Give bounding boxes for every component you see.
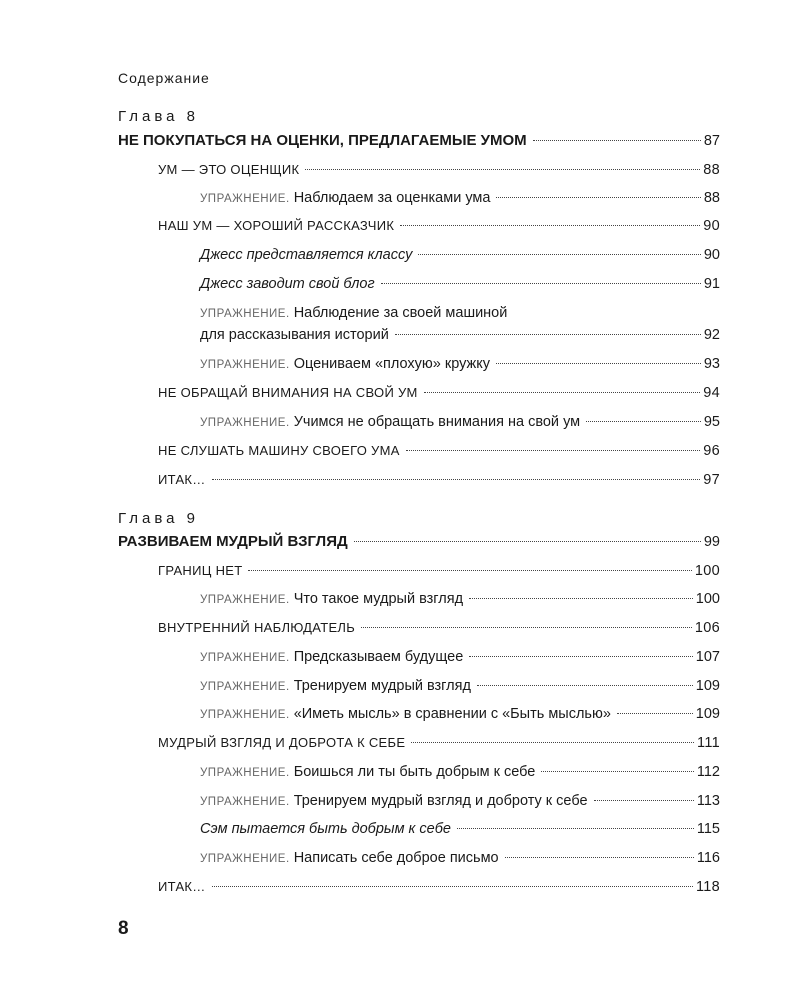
dot-leader (617, 713, 693, 714)
exercise-prefix: УПРАЖНЕНИЕ. (200, 359, 290, 371)
dot-leader (418, 254, 701, 255)
page-number: 100 (694, 563, 720, 579)
page-number: 112 (696, 764, 720, 780)
chapter-label: Глава 8 (118, 108, 200, 125)
entry-text: Оцениваем «плохую» кружку (293, 356, 490, 372)
dot-leader (395, 334, 701, 335)
page-folio: 8 (118, 918, 129, 939)
page-number: 87 (703, 133, 720, 149)
dot-leader (505, 857, 694, 858)
page-number: 95 (703, 414, 720, 430)
dot-leader (212, 479, 701, 480)
entry-text: «Иметь мысль» в сравнении с «Быть мыслью» (293, 706, 611, 722)
chapter-title-row[interactable] (118, 533, 720, 555)
page-number: 88 (703, 162, 720, 178)
dot-leader (541, 771, 694, 772)
entry-text: ГРАНИЦ НЕТ (158, 563, 243, 578)
entry-text: ВНУТРЕННИЙ НАБЛЮДАТЕЛЬ (158, 620, 356, 635)
entry-text: Тренируем мудрый взгляд и доброту к себе (293, 793, 588, 809)
dot-leader (381, 283, 701, 284)
entry-text: Джесс заводит свой блог (200, 276, 375, 292)
entry-text: НАШ УМ — ХОРОШИЙ РАССКАЗЧИК (158, 218, 395, 233)
page-number: 111 (697, 735, 720, 751)
toc-exercise[interactable] (200, 793, 720, 815)
page-number: 94 (703, 385, 720, 401)
exercise-prefix: УПРАЖНЕНИЕ. (200, 853, 290, 865)
toc-section[interactable] (158, 563, 720, 585)
page-number: 118 (695, 879, 720, 895)
dot-leader (496, 197, 700, 198)
page-number: 91 (703, 276, 720, 292)
entry-text: УМ — ЭТО ОЦЕНЩИК (158, 162, 300, 177)
dot-leader (212, 886, 693, 887)
toc-section[interactable] (158, 472, 720, 494)
entry-text: ИТАК… (158, 472, 206, 487)
entry-text: Предсказываем будущее (293, 649, 464, 665)
exercise-prefix: УПРАЖНЕНИЕ. (200, 417, 290, 429)
toc-section[interactable] (158, 443, 720, 465)
toc-exercise[interactable] (200, 327, 720, 349)
exercise-prefix: УПРАЖНЕНИЕ. (200, 796, 290, 808)
entry-text-line1: Наблюдение за своей машиной (293, 305, 508, 321)
entry-text: Учимся не обращать внимания на свой ум (293, 414, 581, 430)
toc-section[interactable] (158, 620, 720, 642)
entry-text: Джесс представляется классу (200, 247, 413, 263)
toc-story[interactable] (200, 276, 720, 298)
page-number: 90 (703, 247, 720, 263)
page-number: 113 (696, 793, 720, 809)
toc-header: Содержание (118, 70, 210, 86)
page-number: 106 (694, 620, 720, 636)
entry-text: Сэм пытается быть добрым к себе (200, 821, 451, 837)
page-number: 96 (703, 443, 720, 459)
exercise-prefix: УПРАЖНЕНИЕ. (200, 594, 290, 606)
page-number: 107 (695, 649, 720, 665)
toc-story[interactable] (200, 821, 720, 843)
dot-leader (411, 742, 694, 743)
dot-leader (248, 570, 691, 571)
page-number: 99 (703, 534, 720, 550)
exercise-prefix: УПРАЖНЕНИЕ. (200, 193, 290, 205)
page-number: 116 (696, 850, 720, 866)
dot-leader (305, 169, 700, 170)
entry-text: Написать себе доброе письмо (293, 850, 499, 866)
toc-exercise[interactable] (200, 706, 720, 728)
page-number: 97 (703, 472, 720, 488)
toc-exercise[interactable] (200, 356, 720, 378)
entry-text: НЕ ОБРАЩАЙ ВНИМАНИЯ НА СВОЙ УМ (158, 385, 418, 400)
dot-leader (533, 140, 701, 141)
dot-leader (469, 598, 693, 599)
dot-leader (406, 450, 701, 451)
page-number: 109 (695, 678, 720, 694)
toc-exercise[interactable] (200, 850, 720, 872)
chapter-title: НЕ ПОКУПАТЬСЯ НА ОЦЕНКИ, ПРЕДЛАГАЕМЫЕ УМОМ (118, 132, 527, 149)
entry-text: Тренируем мудрый взгляд (293, 678, 471, 694)
toc-exercise-first-line[interactable] (200, 305, 507, 321)
page-number: 115 (696, 821, 720, 837)
toc-exercise[interactable] (200, 678, 720, 700)
dot-leader (424, 392, 701, 393)
toc-section[interactable] (158, 879, 720, 901)
page-number: 88 (703, 190, 720, 206)
page-number: 92 (703, 327, 720, 343)
dot-leader (594, 800, 694, 801)
exercise-prefix: УПРАЖНЕНИЕ. (200, 652, 290, 664)
dot-leader (457, 828, 694, 829)
toc-exercise[interactable] (200, 764, 720, 786)
dot-leader (400, 225, 700, 226)
exercise-prefix: УПРАЖНЕНИЕ. (200, 709, 290, 721)
exercise-prefix: УПРАЖНЕНИЕ. (200, 308, 290, 320)
entry-text: НЕ СЛУШАТЬ МАШИНУ СВОЕГО УМА (158, 443, 400, 458)
toc-exercise[interactable] (200, 414, 720, 436)
toc-exercise[interactable] (200, 190, 720, 212)
exercise-prefix: УПРАЖНЕНИЕ. (200, 681, 290, 693)
chapter-label: Глава 9 (118, 510, 200, 527)
dot-leader (496, 363, 701, 364)
toc-exercise[interactable] (200, 591, 720, 613)
toc-exercise[interactable] (200, 649, 720, 671)
page-number: 93 (703, 356, 720, 372)
toc-section[interactable] (158, 218, 720, 240)
exercise-prefix: УПРАЖНЕНИЕ. (200, 767, 290, 779)
entry-text: ИТАК… (158, 879, 206, 894)
dot-leader (354, 541, 701, 542)
dot-leader (469, 656, 693, 657)
dot-leader (586, 421, 701, 422)
entry-text: Боишься ли ты быть добрым к себе (293, 764, 536, 780)
toc-story[interactable] (200, 247, 720, 269)
chapter-title-row[interactable] (118, 132, 720, 154)
dot-leader (361, 627, 692, 628)
entry-text: для рассказывания историй (200, 327, 389, 343)
page-number: 90 (703, 218, 720, 234)
chapter-title: РАЗВИВАЕМ МУДРЫЙ ВЗГЛЯД (118, 533, 348, 550)
dot-leader (477, 685, 693, 686)
entry-text: Наблюдаем за оценками ума (293, 190, 491, 206)
entry-text: МУДРЫЙ ВЗГЛЯД И ДОБРОТА К СЕБЕ (158, 735, 406, 750)
page-number: 109 (695, 706, 720, 722)
toc-section[interactable] (158, 162, 720, 184)
entry-text: Что такое мудрый взгляд (293, 591, 464, 607)
page-number: 100 (695, 591, 720, 607)
toc-section[interactable] (158, 385, 720, 407)
toc-section[interactable] (158, 735, 720, 757)
